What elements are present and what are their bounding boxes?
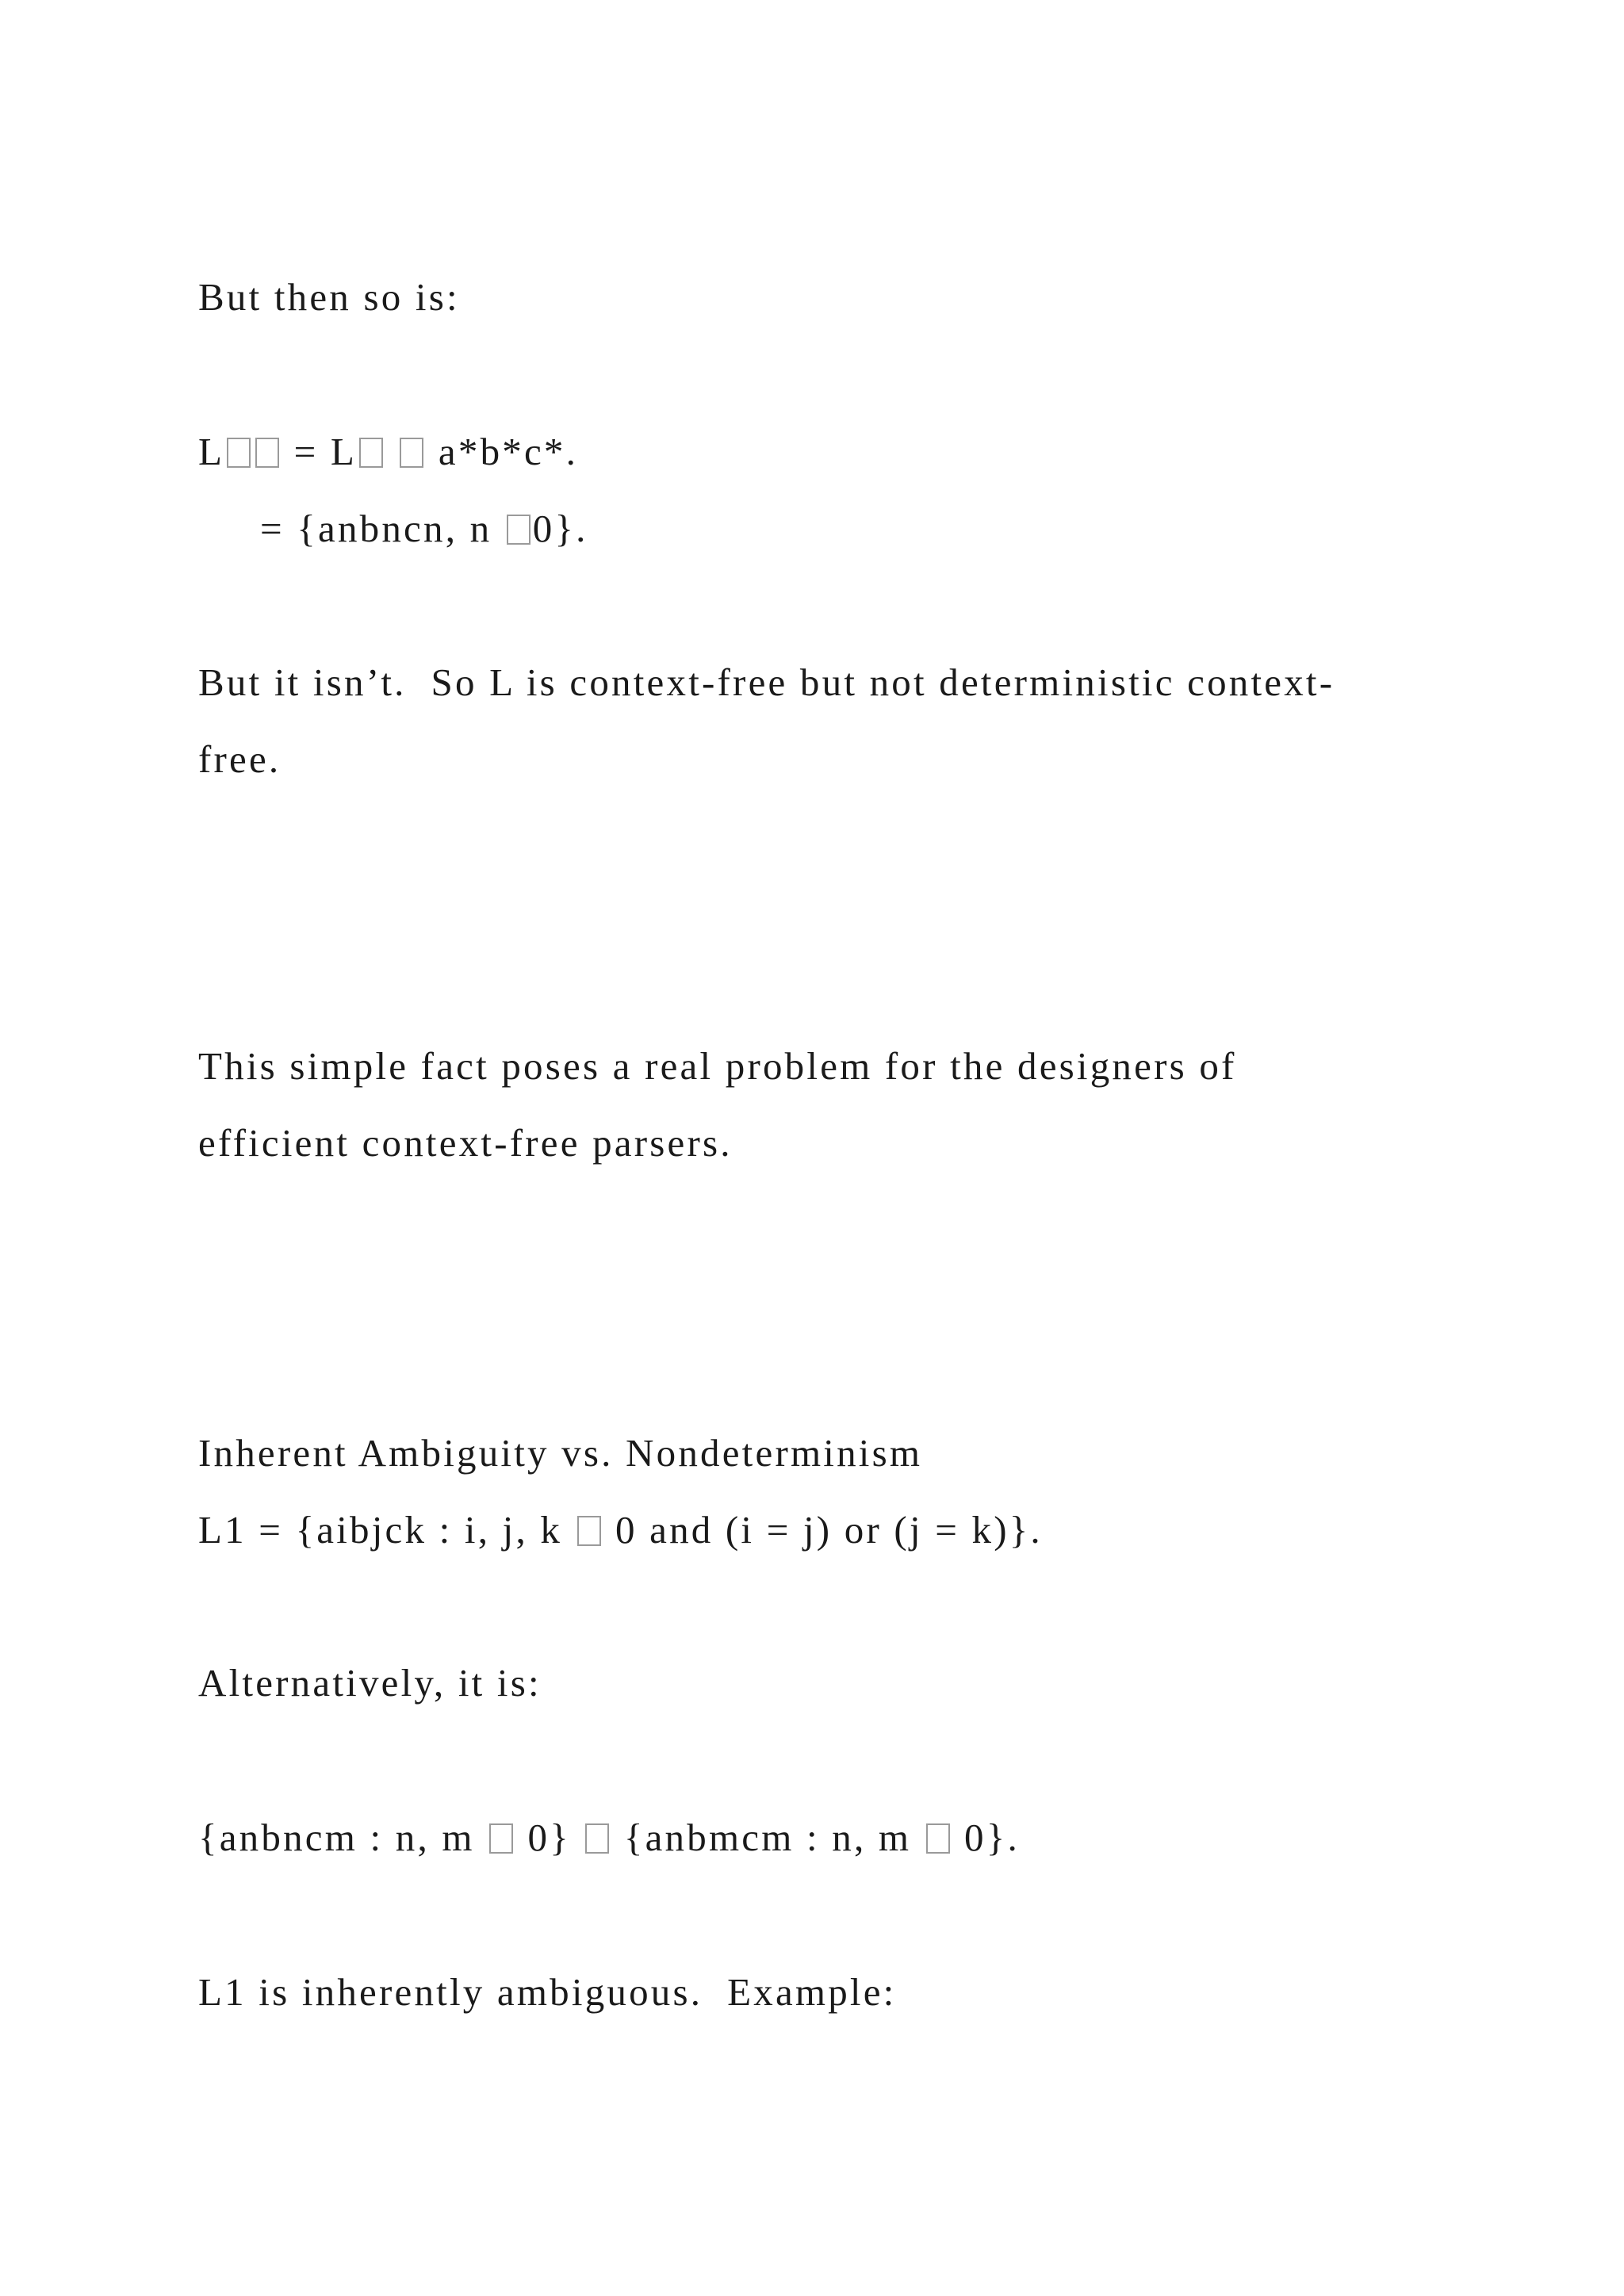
paragraph-line: This simple fact poses a real problem for the designers of (198, 1044, 1237, 1088)
missing-glyph-box (359, 438, 383, 468)
missing-glyph-box (577, 1516, 601, 1546)
paragraph-line: But then so is: (198, 275, 460, 319)
paragraph-line: But it isn’t. So L is context-free but not deterministic context- (198, 660, 1335, 704)
equation-line: L1 = {aibjck : i, j, k 0 and (i = j) or (j = k)}. (198, 1508, 1043, 1552)
missing-glyph-box (227, 438, 251, 468)
missing-glyph-box (507, 515, 530, 545)
missing-glyph-box (400, 438, 423, 468)
missing-glyph-box (926, 1823, 950, 1854)
paragraph-line: efficient context-free parsers. (198, 1121, 733, 1165)
missing-glyph-box (255, 438, 279, 468)
paragraph-line: free. (198, 737, 282, 781)
equation-line: L = L a*b*c*. (198, 430, 579, 473)
paragraph-line: Alternatively, it is: (198, 1661, 542, 1705)
section-heading: Inherent Ambiguity vs. Nondeterminism (198, 1431, 923, 1475)
paragraph-line: L1 is inherently ambiguous. Example: (198, 1970, 897, 2014)
equation-line: = {anbncn, n 0}. (260, 507, 588, 550)
missing-glyph-box (585, 1823, 609, 1854)
equation-line: {anbncm : n, m 0} {anbmcm : n, m 0}. (198, 1816, 1020, 1859)
missing-glyph-box (489, 1823, 513, 1854)
